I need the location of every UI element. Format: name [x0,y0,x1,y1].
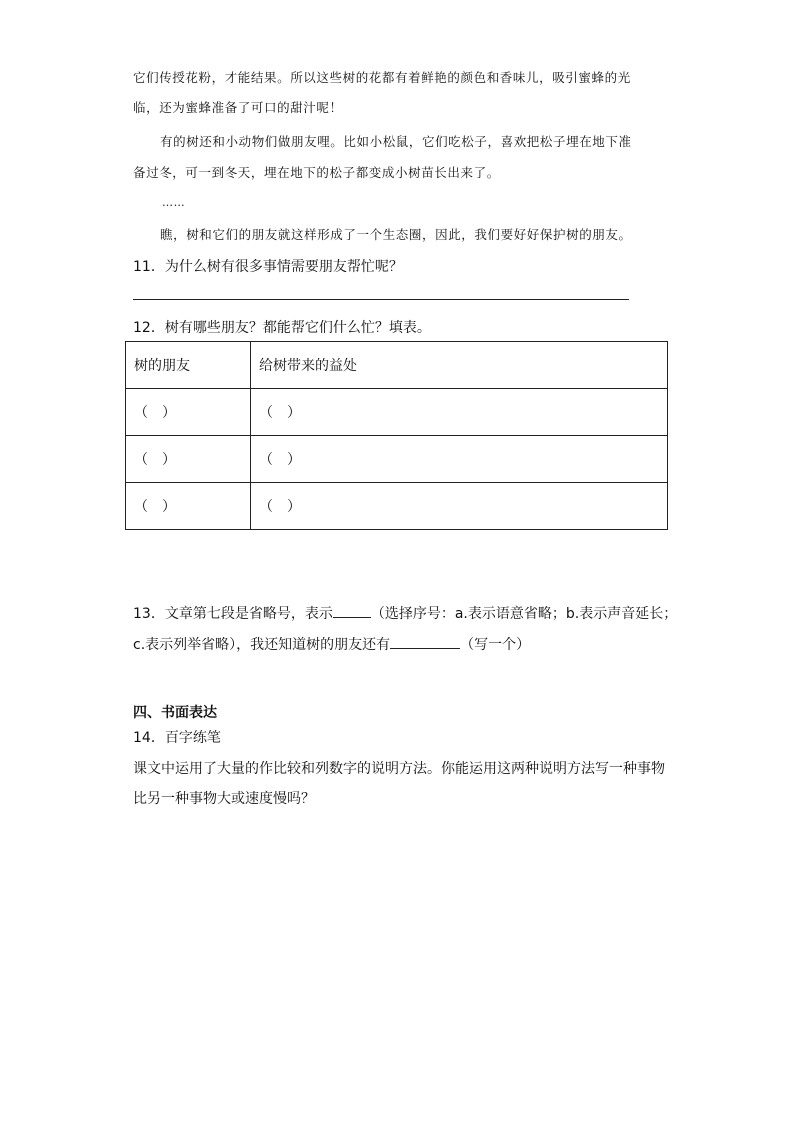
passage-ellipsis: …… [162,196,186,209]
answer-line-11[interactable] [133,299,629,300]
header-friend: 树的朋友 [126,342,251,389]
q13-prompt-a: 13．文章第七段是省略号，表示 [133,606,333,622]
table-row [126,436,668,483]
q13-prompt-d: （写一个） [460,637,531,653]
friends-table [125,341,668,530]
passage-line: 备过冬，可一到冬天，埋在地下的松子都变成小树苗长出来了。 [133,165,500,180]
section-title-writing: 四、书面表达 [133,705,217,721]
passage-line: 临，还为蜜蜂准备了可口的甜汁呢！ [133,100,343,115]
passage-line: 它们传授花粉，才能结果。所以这些树的花都有着鲜艳的颜色和香味儿，吸引蜜蜂的光 [133,70,631,85]
question-11: 11．为什么树有很多事情需要朋友帮忙呢？ [133,259,403,275]
benefit-cell[interactable]: （ ） [251,389,668,436]
q13-prompt-c: c.表示列举省略），我还知道树的朋友还有 [133,637,391,653]
passage-line: 有的树还和小动物们做朋友哩。比如小松鼠，它们吃松子，喜欢把松子埋在地下准 [160,134,632,149]
benefit-cell[interactable]: （ ） [251,483,668,530]
q13-blank-2[interactable] [390,634,460,649]
question-14-line1: 课文中运用了大量的作比较和列数字的说明方法。你能运用这两种说明方法写一种事物 [133,761,665,777]
question-13-line2 [133,634,530,654]
question-13-line1 [133,603,677,623]
friend-cell[interactable]: （ ） [126,436,251,483]
table-header-row [126,342,668,389]
friend-cell[interactable]: （ ） [126,483,251,530]
header-benefit: 给树带来的益处 [251,342,668,389]
q13-prompt-b: （选择序号：a.表示语意省略；b.表示声音延长； [370,606,678,622]
passage-line: 瞧，树和它们的朋友就这样形成了一个生态圈，因此，我们要好好保护树的朋友。 [160,227,632,242]
question-14-title: 14．百字练笔 [133,730,221,746]
question-12: 12．树有哪些朋友？都能帮它们什么忙？填表。 [133,320,431,336]
friend-cell[interactable]: （ ） [126,389,251,436]
table-row [126,389,668,436]
benefit-cell[interactable]: （ ） [251,436,668,483]
question-14-line2: 比另一种事物大或速度慢吗？ [133,791,315,807]
table-row [126,483,668,530]
q13-blank-1[interactable] [333,603,371,618]
